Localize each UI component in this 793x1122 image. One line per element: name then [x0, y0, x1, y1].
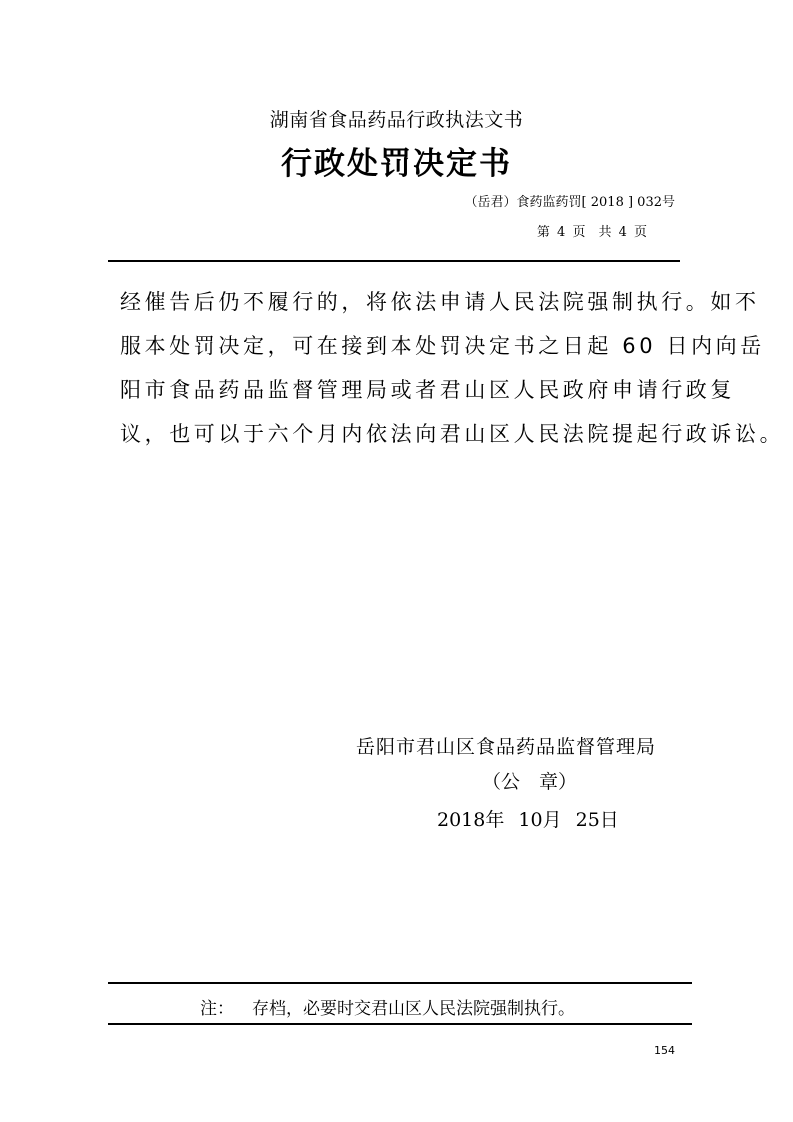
- note-divider-top: [108, 982, 692, 984]
- body-line: 议，也可以于六个月内依法向君山区人民法院提起行政诉讼。: [120, 422, 785, 446]
- footnote: [200, 994, 575, 1019]
- issue-date: 2018年 10月 25日: [437, 809, 619, 831]
- document-title: 行政处罚决定书: [281, 146, 512, 182]
- page-number: 154: [654, 1044, 675, 1057]
- footnote-text: 存档，必要时交君山区人民法院强制执行。: [252, 999, 575, 1019]
- page-info: 第 4 页 共 4 页: [536, 225, 647, 240]
- footnote-label: 注：: [200, 999, 234, 1019]
- body-line: 经催告后仍不履行的，将依法申请人民法院强制执行。如不: [120, 290, 760, 314]
- document-issuer: 湖南省食品药品行政执法文书: [269, 109, 524, 131]
- body-line: 服本处罚决定，可在接到本处罚决定书之日起 60 日内向岳: [120, 334, 765, 358]
- official-seal-label: （公 章）: [482, 771, 578, 793]
- issuing-organization: 岳阳市君山区食品药品监督管理局: [356, 736, 657, 758]
- body-line: 阳市食品药品监督管理局或者君山区人民政府申请行政复: [120, 378, 735, 402]
- body-text: [120, 280, 785, 456]
- document-number: （岳君）食药监药罚[ 2018 ] 032号: [464, 195, 675, 210]
- header-divider: [108, 260, 680, 262]
- note-divider-bottom: [108, 1023, 692, 1025]
